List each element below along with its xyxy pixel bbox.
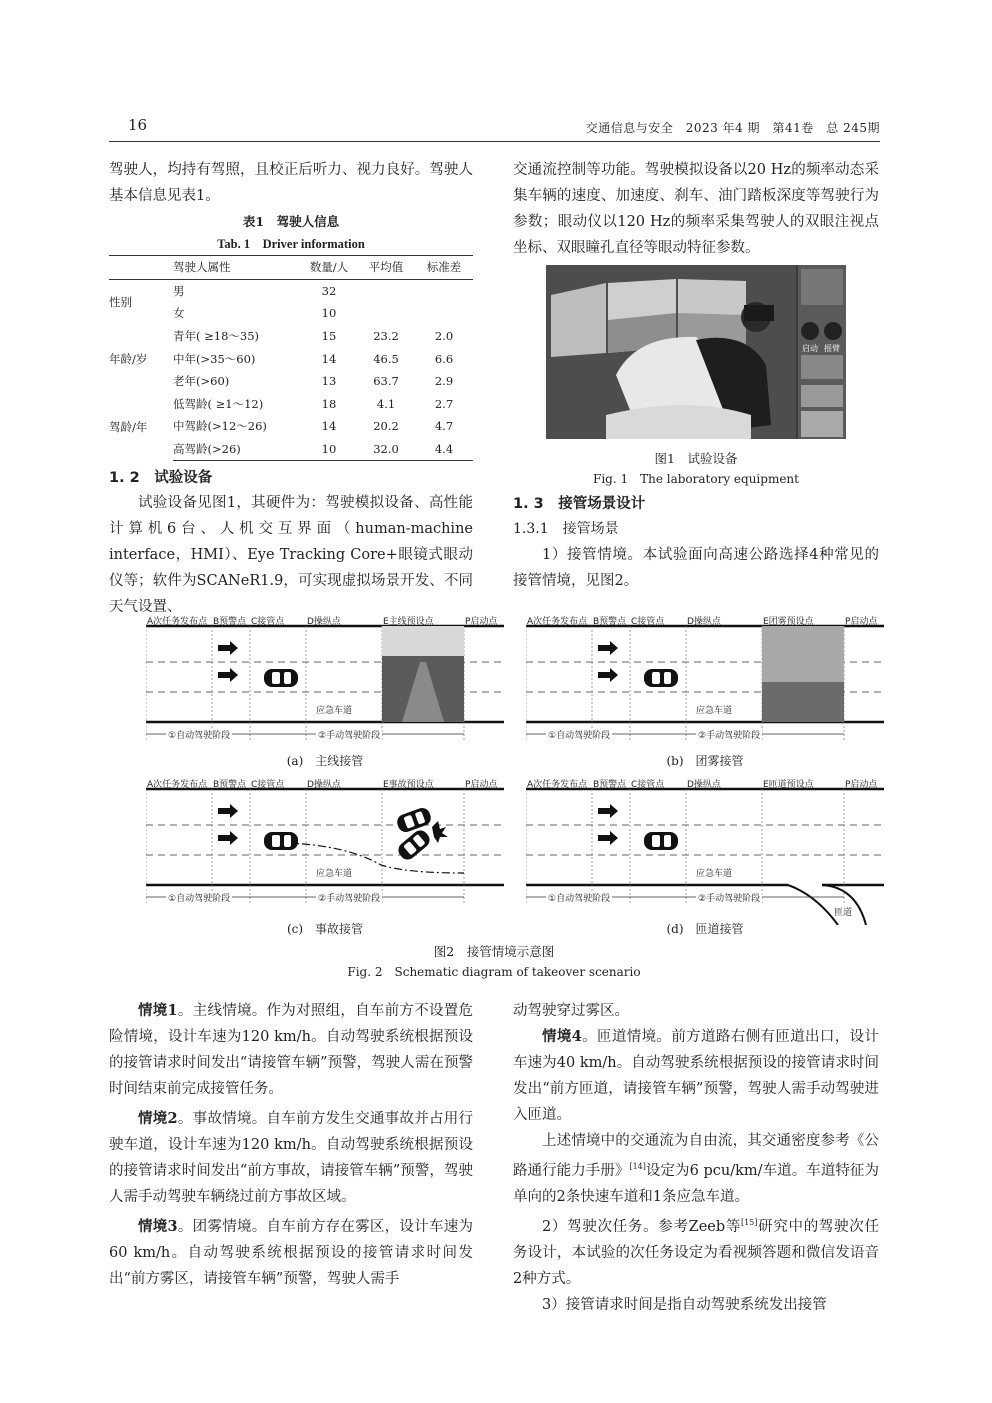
table-cell-label: 老年(>60) — [173, 374, 230, 389]
table-cell-count: 14 — [321, 419, 337, 434]
accident-car-1-body — [395, 806, 433, 835]
crash-icon — [432, 821, 448, 843]
lab-photo-illustration — [546, 265, 846, 439]
panel-caption: (a) 主线接管 — [286, 754, 364, 768]
avoidance-trajectory — [286, 843, 464, 873]
table-cell-mean: 32.0 — [357, 438, 415, 461]
ego-car-rear-window — [284, 835, 291, 847]
warning-arrow-2 — [218, 668, 238, 682]
scenario-point-label: B预警点 — [593, 617, 627, 627]
table-cell-count: 15 — [321, 329, 337, 344]
table-header-count: 数量/人 — [301, 256, 357, 280]
table-cell-sd: 6.6 — [434, 351, 454, 366]
ego-car-windshield — [652, 835, 660, 847]
table-cell-label: 中驾龄(>12～26) — [173, 419, 267, 434]
journal-header: 交通信息与安全 2023 年4 期 第41卷 总 245期 — [585, 121, 880, 135]
manual-driving-stage-label: ②手动驾驶阶段 — [316, 728, 382, 741]
photo-label-joystick: 摇臂 — [824, 344, 840, 353]
auto-driving-stage-label: ①自动驾驶阶段 — [546, 891, 612, 904]
warning-arrow-1 — [218, 641, 238, 655]
accident-car-1 — [395, 806, 433, 835]
situation-2: 情境2。事故情境。自车前方发生交通事故并占用行驶车道，设计车速为120 km/h。自动驾驶系统根据预设的接管请求时间发出“前方事故，请接管车辆”预警，驾驶人需手动驾驶车辆绕过前方事故区域。 — [109, 1110, 474, 1205]
right-top-paragraph: 交通流控制等功能。驾驶模拟设备以20 Hz的频率动态采集车辆的速度、加速度、刹车、油门踏板深度等驾驶行为参数；眼动仪以120 Hz的频率采集驾驶人的双眼注视点坐标、双眼瞳孔直径等眼动特征参数。 — [513, 162, 879, 256]
scenario-point-label: E事故预设点 — [383, 780, 434, 790]
table-row — [109, 279, 473, 302]
table-cell-mean: 20.2 — [373, 419, 399, 434]
table-cell-count: 18 — [321, 396, 337, 411]
scenario-point-label: E主线预设点 — [383, 617, 434, 627]
page-number: 16 — [128, 116, 148, 134]
situation-1: 情境1。主线情境。作为对照组，自车前方不设置危险情境，设计车速为120 km/h。自动驾驶系统根据预设的接管请求时间发出“请接管车辆”预警，驾驶人需在预警时间结束前完成接管任务。 — [109, 1002, 474, 1097]
table-cell-label: 低驾龄( ≥1～12) — [173, 396, 264, 411]
header-rule — [109, 141, 880, 142]
scenario-point-label: A次任务发布点 — [527, 617, 588, 627]
scenario-point-label: C接管点 — [631, 780, 665, 790]
scenario-point-label: D操纵点 — [307, 780, 341, 790]
scenario-point-label: P启动点 — [845, 617, 878, 627]
table-cell-mean: 46.5 — [373, 351, 399, 366]
panel-caption: (b) 团雾接管 — [666, 754, 744, 768]
situation-3-cont: 动驾驶穿过雾区。 — [513, 1003, 629, 1019]
manual-driving-stage-label: ②手动驾驶阶段 — [696, 728, 762, 741]
scenario-point-label: D操纵点 — [307, 617, 341, 627]
table-cell-sd: 4.7 — [434, 419, 454, 434]
emergency-lane-label: 应急车道 — [696, 706, 733, 716]
table-cell-label: 男 — [173, 283, 185, 298]
takeover-panel-2 — [526, 612, 884, 768]
table-cell-label: 高驾龄(>26) — [173, 438, 301, 461]
table-cell-sd — [415, 302, 473, 325]
emergency-lane-label: 应急车道 — [316, 869, 353, 879]
section-1-2-heading: 1. 2 试验设备 — [109, 470, 213, 486]
table-header-mean: 平均值 — [357, 256, 415, 280]
table-cell-sd: 2.0 — [434, 329, 454, 344]
table-cell-label: 女 — [173, 306, 185, 321]
takeover-panel-3 — [146, 775, 504, 936]
table-cell-sd: 2.7 — [434, 396, 454, 411]
scenario-point-label: A次任务发布点 — [147, 780, 208, 790]
ego-car-windshield — [652, 672, 660, 684]
scenario-point-label: E匝道预设点 — [763, 780, 814, 790]
scenario-point-label: P启动点 — [845, 780, 878, 790]
warning-arrow-1 — [218, 804, 238, 818]
traffic-paragraph: 上述情境中的交通流为自由流，其交通密度参考《公路通行能力手册》[14]设定为6 pcu/km/车道。车道特征为单向的2条快速车道和1条应急车道。 — [513, 1133, 879, 1205]
table-cell-sd: 2.9 — [434, 374, 454, 389]
table-cell-count: 10 — [301, 438, 357, 461]
scenario-point-label: C接管点 — [251, 780, 285, 790]
ego-car — [644, 669, 678, 687]
table-header-sd: 标准差 — [415, 256, 473, 280]
photo-label-start: 启动 — [802, 344, 818, 353]
scenario-point-label: B预警点 — [593, 780, 627, 790]
scenario-point-label: B预警点 — [213, 617, 247, 627]
ramp-edge-left — [788, 885, 838, 925]
warning-arrow-1 — [598, 804, 618, 818]
subsection-1-3-1: 1.3.1 接管场景 — [513, 521, 619, 537]
warning-arrow-2 — [598, 831, 618, 845]
bottom-right-text — [513, 998, 879, 1318]
table-cell-label: 中年(>35～60) — [173, 351, 256, 366]
ego-car-windshield — [272, 835, 280, 847]
table-cell-count: 13 — [321, 374, 337, 389]
lab-equipment-photo — [546, 265, 846, 439]
table-cell-mean: 23.2 — [373, 329, 399, 344]
table-cell-mean — [357, 302, 415, 325]
auto-driving-stage-label: ①自动驾驶阶段 — [546, 728, 612, 741]
ego-car — [264, 669, 298, 687]
panel-caption: (c) 事故接管 — [286, 922, 364, 936]
ego-car-body — [264, 832, 298, 850]
scenario-point-label: E团雾预设点 — [763, 617, 814, 627]
scenario-point-label: D操纵点 — [687, 780, 721, 790]
ego-car-body — [644, 832, 678, 850]
scenario-point-label: C接管点 — [631, 617, 665, 627]
table-cell-mean: 63.7 — [373, 374, 399, 389]
table-cell-sd: 4.4 — [415, 438, 473, 461]
accident-car-2 — [395, 827, 433, 863]
table-title-en: Tab. 1 Driver information — [217, 237, 365, 251]
table-row — [109, 325, 473, 348]
section-1-3-heading: 1. 3 接管场景设计 — [513, 496, 646, 512]
scenario-paragraph: 1）接管情境。本试验面向高速公路选择4种常见的接管情境，见图2。 — [513, 547, 879, 589]
emergency-lane-label: 应急车道 — [696, 869, 733, 879]
table-group-label: 驾龄/年 — [109, 419, 148, 434]
warning-arrow-2 — [598, 668, 618, 682]
ego-car-rear-window — [664, 672, 671, 684]
table-cell-mean — [357, 279, 415, 302]
table-header-attr: 驾驶人属性 — [173, 256, 301, 280]
panel-caption: (d) 匝道接管 — [666, 922, 744, 936]
emergency-lane-label: 应急车道 — [316, 706, 353, 716]
ramp-label: 匝道 — [834, 908, 853, 918]
fig2-caption-en: Fig. 2 Schematic diagram of takeover scenario — [347, 965, 641, 979]
manual-driving-stage-label: ②手动驾驶阶段 — [696, 891, 762, 904]
scenario-point-label: C接管点 — [251, 617, 285, 627]
ego-car — [644, 832, 678, 850]
situation-3: 情境3。团雾情境。自车前方存在雾区，设计车速为60 km/h。自动驾驶系统根据预设的接管请求时间发出“前方雾区，请接管车辆”预警，驾驶人需手 — [109, 1218, 474, 1287]
equipment-paragraph: 试验设备见图1，其硬件为：驾驶模拟设备、高性能计算机6台、人机交互界面（human-machine interface，HMI）、Eye Tracking Core+眼镜式眼动仪等；软件为SCANeR1.9，可实现虚拟场景开发、不同天气设置、 — [109, 495, 473, 615]
takeover-time-paragraph: 3）接管请求时间是指自动驾驶系统发出接管 — [542, 1296, 827, 1313]
auto-driving-stage-label: ①自动驾驶阶段 — [166, 728, 232, 741]
takeover-panel-4 — [526, 775, 884, 936]
scenario-point-label: B预警点 — [213, 780, 247, 790]
fog-photo-ground — [762, 682, 844, 722]
ego-car — [264, 832, 298, 850]
ego-car-body — [644, 669, 678, 687]
driver-table — [109, 255, 473, 461]
ego-car-body — [264, 669, 298, 687]
ego-car-rear-window — [664, 835, 671, 847]
intro-paragraph: 驾驶人，均持有驾照，且校正后听力、视力良好。驾驶人基本信息见表1。 — [109, 162, 473, 204]
table-cell-label: 青年( ≥18～35) — [173, 329, 260, 344]
ego-car-rear-window — [284, 672, 291, 684]
situation-4: 情境4。匝道情境。前方道路右侧有匝道出口，设计车速为40 km/h。自动驾驶系统根据预设的接管请求时间发出“前方匝道，请接管车辆”预警，驾驶人需手动驾驶进入匝道。 — [513, 1028, 879, 1123]
fig1-caption-cn: 图1 试验设备 — [654, 451, 738, 466]
accident-car-2-body — [395, 827, 433, 863]
table-cell-mean: 4.1 — [376, 396, 396, 411]
ego-car-windshield — [272, 672, 280, 684]
manual-driving-stage-label: ②手动驾驶阶段 — [316, 891, 382, 904]
table-group-label: 年龄/岁 — [109, 351, 148, 366]
table-cell-count: 14 — [321, 351, 337, 366]
table-group-label: 性别 — [109, 295, 132, 310]
table-row — [109, 393, 473, 416]
scenario-point-label: P启动点 — [465, 617, 498, 627]
secondary-task-paragraph: 2）驾驶次任务。参考Zeeb等[15]研究中的驾驶次任务设计，本试验的次任务设定为看视频答题和微信发语音2种方式。 — [513, 1217, 879, 1287]
mainline-photo-sky — [382, 626, 464, 656]
table-cell-count: 10 — [321, 306, 337, 321]
table-title-cn: 表1 驾驶人信息 — [242, 214, 340, 229]
takeover-panel-1 — [146, 612, 504, 768]
auto-driving-stage-label: ①自动驾驶阶段 — [166, 891, 232, 904]
fig1-caption-en: Fig. 1 The laboratory equipment — [593, 472, 799, 486]
scenario-point-label: A次任务发布点 — [527, 780, 588, 790]
scenario-point-label: A次任务发布点 — [147, 617, 208, 627]
scenario-point-label: P启动点 — [465, 780, 498, 790]
table-cell-sd — [415, 279, 473, 302]
bottom-left-text — [109, 998, 473, 1292]
table-cell-count: 32 — [321, 283, 337, 298]
fig2-caption-cn: 图2 接管情境示意图 — [433, 944, 555, 959]
warning-arrow-2 — [218, 831, 238, 845]
scenario-point-label: D操纵点 — [687, 617, 721, 627]
warning-arrow-1 — [598, 641, 618, 655]
